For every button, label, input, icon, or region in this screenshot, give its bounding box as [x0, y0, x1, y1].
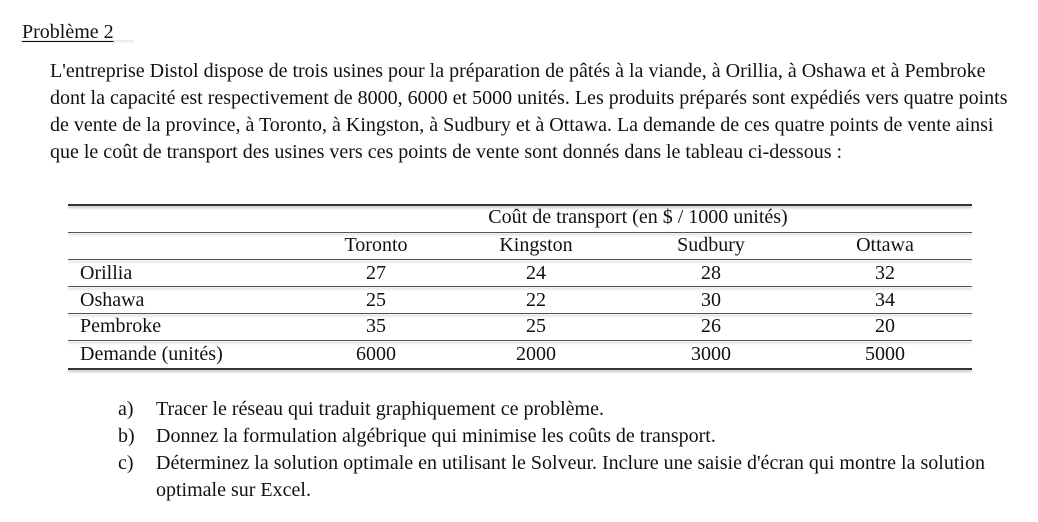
question-letter: a): [118, 398, 134, 420]
cost-cell: 32: [875, 262, 895, 284]
table-row-rule-3: [68, 340, 972, 341]
table-bottom-rule: [68, 368, 972, 370]
demand-cell: 3000: [691, 343, 731, 365]
problem-title: Problème 2: [22, 21, 114, 43]
cost-cell: 22: [526, 289, 546, 311]
question-letter: c): [118, 452, 134, 474]
row-label-pembroke: Pembroke: [80, 315, 162, 337]
cost-cell: 24: [526, 262, 546, 284]
cost-cell: 26: [701, 315, 721, 337]
cost-cell: 25: [366, 289, 386, 311]
row-label-oshawa: Oshawa: [80, 289, 145, 311]
row-label-demande: Demande (unités): [80, 343, 223, 365]
cost-cell: 25: [526, 315, 546, 337]
table-row-rule-2: [68, 313, 972, 314]
demand-cell: 5000: [865, 343, 905, 365]
question-list: [118, 396, 998, 504]
problem-statement: L'entreprise Distol dispose de trois usines pour la préparation de pâtés à la viande, à Orillia, à Oshawa et à Pembroke dont la capacité est respectivement de 8000, 6000 et 5000 unités. Les produits préparés sont expédiés vers quatre points de vente de la province, à Toronto, à Kingston, à Sudbury et à Ottawa. La demande de ces quatre points de vente ainsi que le coût de transport des usines vers ces points de vente sont donnés dans le tableau ci-dessous :: [50, 60, 1008, 163]
cost-cell: 30: [701, 289, 721, 311]
column-header-toronto: Toronto: [344, 234, 408, 256]
cost-cell: 34: [875, 289, 895, 311]
question-letter: b): [118, 425, 135, 447]
column-header-ottawa: Ottawa: [856, 234, 914, 256]
demand-cell: 6000: [356, 343, 396, 365]
question-text: Tracer le réseau qui traduit graphiquement ce problème.: [156, 398, 604, 420]
question-a: [118, 396, 998, 423]
column-header-sudbury: Sudbury: [677, 234, 745, 256]
cost-cell: 28: [701, 262, 721, 284]
question-text: Donnez la formulation algébrique qui minimise les coûts de transport.: [156, 425, 716, 447]
table-caption: Coût de transport (en $ / 1000 unités): [488, 206, 788, 228]
row-label-orillia: Orillia: [80, 262, 133, 284]
demand-cell: 2000: [516, 343, 556, 365]
cost-cell: 20: [875, 315, 895, 337]
table-row-rule-1: [68, 286, 972, 287]
table-column-header-rule: [68, 259, 972, 260]
question-b: [118, 423, 998, 450]
question-c: [118, 450, 998, 504]
question-text: Déterminez la solution optimale en utilisant le Solveur. Inclure une saisie d'écran qui montre la solution optimale sur Excel.: [156, 452, 985, 501]
cost-cell: 35: [366, 315, 386, 337]
column-header-kingston: Kingston: [499, 234, 573, 256]
cost-cell: 27: [366, 262, 386, 284]
